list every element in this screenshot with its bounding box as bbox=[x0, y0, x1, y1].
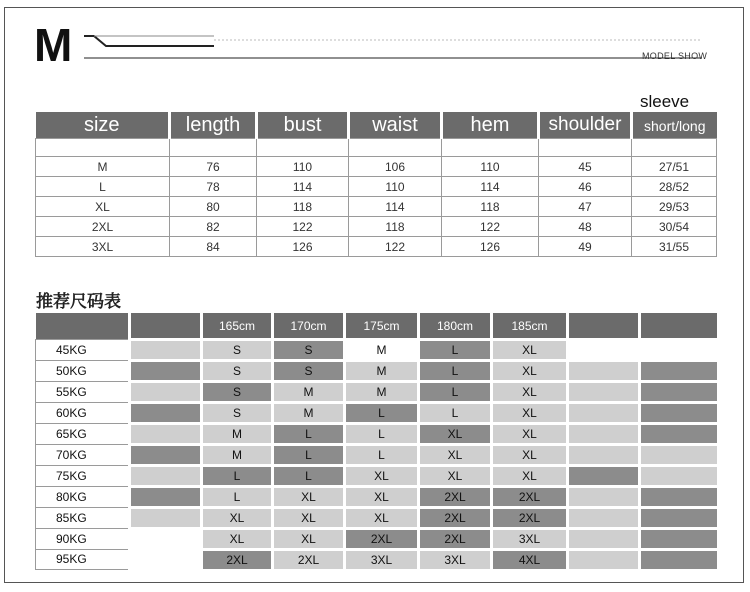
size-recommendation-cell: XL bbox=[345, 466, 419, 487]
size-recommendation-cell: S bbox=[273, 340, 345, 361]
recommend-table bbox=[35, 313, 717, 570]
model-show-label: MODEL SHOW bbox=[642, 51, 708, 61]
size-recommendation-cell: M bbox=[345, 361, 419, 382]
size-recommendation-cell: XL bbox=[492, 403, 568, 424]
size-recommendation-cell bbox=[130, 361, 202, 382]
size-recommendation-cell: 2XL bbox=[345, 529, 419, 550]
size-recommendation-cell bbox=[640, 466, 717, 487]
size-recommendation-cell bbox=[130, 508, 202, 529]
size-recommendation-cell bbox=[130, 445, 202, 466]
size-recommendation-cell: M bbox=[202, 424, 273, 445]
size-recommendation-cell: L bbox=[345, 424, 419, 445]
weight-row bbox=[36, 445, 717, 466]
size-recommendation-cell: 2XL bbox=[202, 550, 273, 570]
size-recommendation-cell bbox=[640, 550, 717, 570]
size-table-spacer-row bbox=[36, 139, 717, 157]
size-recommendation-cell bbox=[640, 403, 717, 424]
size-cell: L bbox=[36, 177, 170, 197]
size-recommendation-cell bbox=[130, 382, 202, 403]
sleeve-heading: sleeve bbox=[640, 92, 690, 111]
size-cell: 48 bbox=[539, 217, 632, 237]
size-recommendation-cell: M bbox=[345, 382, 419, 403]
header-sleeve bbox=[632, 112, 717, 139]
header-bust: bust bbox=[257, 112, 349, 139]
header-size: size bbox=[36, 112, 170, 139]
size-recommendation-cell: L bbox=[273, 424, 345, 445]
size-recommendation-cell: 3XL bbox=[492, 529, 568, 550]
size-recommendation-cell: 4XL bbox=[492, 550, 568, 570]
size-recommendation-cell bbox=[130, 529, 202, 550]
weight-label: 75KG bbox=[36, 466, 130, 487]
size-recommendation-cell bbox=[568, 529, 640, 550]
logo-letter: M bbox=[34, 19, 73, 71]
size-cell: 122 bbox=[349, 237, 442, 257]
spacer-cell bbox=[539, 139, 632, 157]
size-recommendation-cell: M bbox=[273, 382, 345, 403]
size-recommendation-cell: L bbox=[273, 445, 345, 466]
size-recommendation-cell: XL bbox=[492, 382, 568, 403]
size-row bbox=[36, 177, 717, 197]
spacer-cell bbox=[442, 139, 539, 157]
weight-row bbox=[36, 403, 717, 424]
weight-row bbox=[36, 424, 717, 445]
height-header bbox=[568, 313, 640, 340]
size-recommendation-cell: XL bbox=[419, 466, 492, 487]
size-cell: 110 bbox=[257, 157, 349, 177]
height-header bbox=[36, 313, 130, 340]
size-cell: M bbox=[36, 157, 170, 177]
size-recommendation-cell: XL bbox=[492, 424, 568, 445]
size-recommendation-cell bbox=[130, 487, 202, 508]
size-cell: 45 bbox=[539, 157, 632, 177]
size-cell: 47 bbox=[539, 197, 632, 217]
header-rule bbox=[84, 30, 704, 64]
size-recommendation-cell bbox=[568, 550, 640, 570]
size-recommendation-cell: 2XL bbox=[419, 508, 492, 529]
height-header: 165cm bbox=[202, 313, 273, 340]
size-recommendation-cell: S bbox=[202, 403, 273, 424]
size-cell: 80 bbox=[170, 197, 257, 217]
header-shoulder: shoulder bbox=[539, 112, 632, 139]
size-cell: 118 bbox=[349, 217, 442, 237]
header-waist: waist bbox=[349, 112, 442, 139]
size-cell: 76 bbox=[170, 157, 257, 177]
size-recommendation-cell: L bbox=[419, 340, 492, 361]
size-recommendation-cell: S bbox=[202, 361, 273, 382]
size-recommendation-cell: XL bbox=[419, 424, 492, 445]
size-cell: XL bbox=[36, 197, 170, 217]
size-recommendation-cell bbox=[130, 550, 202, 570]
size-cell: 122 bbox=[257, 217, 349, 237]
size-recommendation-cell bbox=[640, 487, 717, 508]
size-cell: 110 bbox=[349, 177, 442, 197]
size-recommendation-cell bbox=[568, 508, 640, 529]
size-recommendation-cell: XL bbox=[273, 529, 345, 550]
size-cell: 126 bbox=[257, 237, 349, 257]
size-row bbox=[36, 237, 717, 257]
size-cell: 84 bbox=[170, 237, 257, 257]
weight-row bbox=[36, 529, 717, 550]
weight-label: 70KG bbox=[36, 445, 130, 466]
size-recommendation-cell: XL bbox=[202, 529, 273, 550]
size-recommendation-cell bbox=[130, 466, 202, 487]
size-recommendation-cell bbox=[130, 424, 202, 445]
size-recommendation-cell: 3XL bbox=[345, 550, 419, 570]
size-recommendation-cell: L bbox=[419, 361, 492, 382]
size-recommendation-cell bbox=[568, 424, 640, 445]
size-recommendation-cell bbox=[640, 424, 717, 445]
size-row bbox=[36, 157, 717, 177]
size-recommendation-cell: XL bbox=[492, 361, 568, 382]
size-row bbox=[36, 217, 717, 237]
size-recommendation-cell bbox=[640, 382, 717, 403]
size-recommendation-cell: XL bbox=[345, 487, 419, 508]
size-recommendation-cell: L bbox=[202, 466, 273, 487]
height-header: 175cm bbox=[345, 313, 419, 340]
size-recommendation-cell: L bbox=[202, 487, 273, 508]
size-cell: 114 bbox=[442, 177, 539, 197]
size-cell: 31/55 bbox=[632, 237, 717, 257]
size-recommendation-cell bbox=[640, 340, 717, 361]
spacer-cell bbox=[257, 139, 349, 157]
size-cell: 2XL bbox=[36, 217, 170, 237]
size-row bbox=[36, 197, 717, 217]
size-recommendation-cell: XL bbox=[202, 508, 273, 529]
size-cell: 82 bbox=[170, 217, 257, 237]
weight-label: 55KG bbox=[36, 382, 130, 403]
header-sleeve-label: short/long bbox=[644, 117, 706, 134]
header-hem: hem bbox=[442, 112, 539, 139]
size-recommendation-cell: XL bbox=[492, 340, 568, 361]
size-recommendation-cell: 2XL bbox=[492, 487, 568, 508]
header-length: length bbox=[170, 112, 257, 139]
size-recommendation-cell bbox=[640, 508, 717, 529]
size-cell: 114 bbox=[349, 197, 442, 217]
size-recommendation-cell bbox=[640, 445, 717, 466]
size-recommendation-cell: M bbox=[273, 403, 345, 424]
size-recommendation-cell: L bbox=[419, 403, 492, 424]
size-recommendation-cell: S bbox=[273, 361, 345, 382]
height-header: 180cm bbox=[419, 313, 492, 340]
spacer-cell bbox=[170, 139, 257, 157]
size-cell: 49 bbox=[539, 237, 632, 257]
size-cell: 28/52 bbox=[632, 177, 717, 197]
size-table-header bbox=[36, 112, 717, 139]
size-cell: 27/51 bbox=[632, 157, 717, 177]
recommend-title: 推荐尺码表 bbox=[36, 292, 121, 311]
size-recommendation-cell: XL bbox=[492, 466, 568, 487]
size-recommendation-cell bbox=[568, 382, 640, 403]
size-recommendation-cell bbox=[568, 403, 640, 424]
size-cell: 118 bbox=[257, 197, 349, 217]
weight-row bbox=[36, 550, 717, 570]
size-recommendation-cell: 2XL bbox=[419, 487, 492, 508]
weight-row bbox=[36, 466, 717, 487]
size-recommendation-cell bbox=[568, 445, 640, 466]
height-header bbox=[130, 313, 202, 340]
size-cell: 126 bbox=[442, 237, 539, 257]
spacer-cell bbox=[36, 139, 170, 157]
size-cell: 78 bbox=[170, 177, 257, 197]
size-cell: 46 bbox=[539, 177, 632, 197]
height-header bbox=[640, 313, 717, 340]
spacer-cell bbox=[632, 139, 717, 157]
weight-label: 90KG bbox=[36, 529, 130, 550]
weight-label: 95KG bbox=[36, 550, 130, 570]
size-recommendation-cell bbox=[640, 361, 717, 382]
weight-label: 65KG bbox=[36, 424, 130, 445]
size-recommendation-cell: M bbox=[345, 340, 419, 361]
size-recommendation-cell: XL bbox=[419, 445, 492, 466]
size-cell: 3XL bbox=[36, 237, 170, 257]
size-recommendation-cell: 2XL bbox=[419, 529, 492, 550]
size-cell: 29/53 bbox=[632, 197, 717, 217]
weight-row bbox=[36, 508, 717, 529]
weight-row bbox=[36, 382, 717, 403]
size-recommendation-cell: S bbox=[202, 340, 273, 361]
size-recommendation-cell bbox=[568, 340, 640, 361]
weight-label: 80KG bbox=[36, 487, 130, 508]
weight-label: 45KG bbox=[36, 340, 130, 361]
weight-row bbox=[36, 487, 717, 508]
size-recommendation-cell: 3XL bbox=[419, 550, 492, 570]
size-recommendation-cell bbox=[130, 340, 202, 361]
weight-label: 50KG bbox=[36, 361, 130, 382]
size-cell: 110 bbox=[442, 157, 539, 177]
weight-row bbox=[36, 340, 717, 361]
size-recommendation-cell: XL bbox=[345, 508, 419, 529]
size-cell: 118 bbox=[442, 197, 539, 217]
size-recommendation-cell: L bbox=[345, 445, 419, 466]
size-cell: 106 bbox=[349, 157, 442, 177]
recommend-header bbox=[36, 313, 717, 340]
size-recommendation-cell: L bbox=[419, 382, 492, 403]
size-recommendation-cell: L bbox=[345, 403, 419, 424]
size-recommendation-cell: S bbox=[202, 382, 273, 403]
size-cell: 122 bbox=[442, 217, 539, 237]
size-recommendation-cell bbox=[640, 529, 717, 550]
size-recommendation-cell bbox=[568, 466, 640, 487]
size-recommendation-cell bbox=[130, 403, 202, 424]
size-recommendation-cell: M bbox=[202, 445, 273, 466]
height-header: 185cm bbox=[492, 313, 568, 340]
size-recommendation-cell bbox=[568, 487, 640, 508]
weight-row bbox=[36, 361, 717, 382]
size-recommendation-cell: L bbox=[273, 466, 345, 487]
size-table bbox=[35, 112, 717, 257]
size-recommendation-cell: XL bbox=[492, 445, 568, 466]
weight-label: 60KG bbox=[36, 403, 130, 424]
weight-label: 85KG bbox=[36, 508, 130, 529]
size-recommendation-cell: XL bbox=[273, 508, 345, 529]
size-cell: 30/54 bbox=[632, 217, 717, 237]
size-recommendation-cell bbox=[568, 361, 640, 382]
size-recommendation-cell: 2XL bbox=[492, 508, 568, 529]
size-recommendation-cell: XL bbox=[273, 487, 345, 508]
spacer-cell bbox=[349, 139, 442, 157]
size-recommendation-cell: 2XL bbox=[273, 550, 345, 570]
size-cell: 114 bbox=[257, 177, 349, 197]
height-header: 170cm bbox=[273, 313, 345, 340]
